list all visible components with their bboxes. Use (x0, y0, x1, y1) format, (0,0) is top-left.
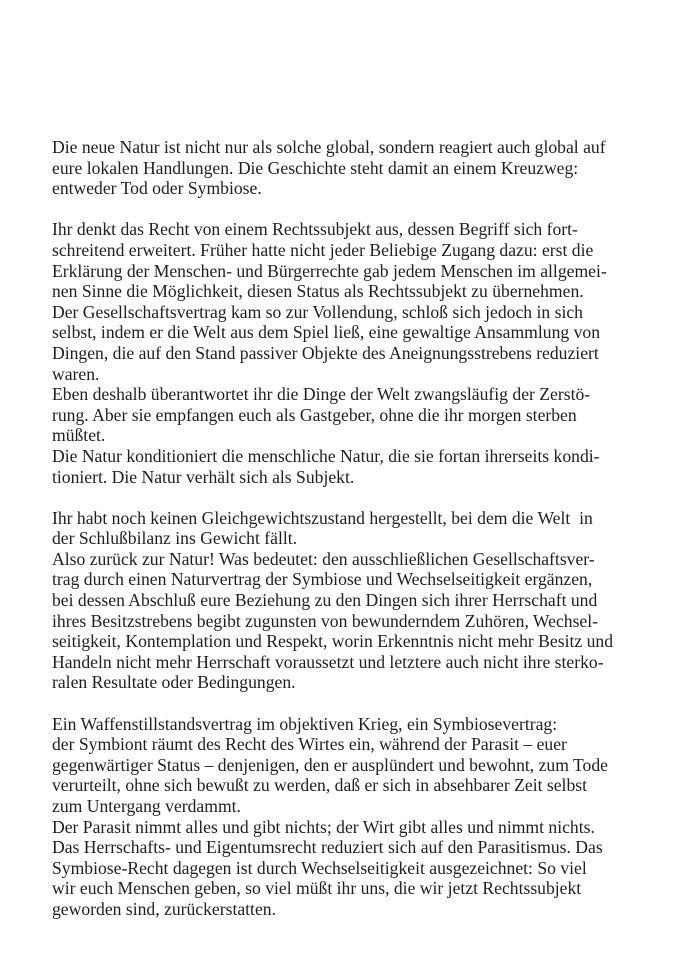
text-line: gegenwärtiger Status – denjenigen, den er ausplündert und bewohnt, zum Tode (52, 754, 608, 775)
text-line: eure lokalen Handlungen. Die Geschichte steht damit an einem Kreuzweg: (52, 157, 579, 178)
text-line: müßtet. (52, 425, 106, 446)
paragraph-gap (52, 693, 652, 714)
text-line: Ihr denkt das Recht von einem Rechtssubjekt aus, dessen Begriff sich fort- (52, 219, 578, 240)
text-line: zum Untergang verdammt. (52, 796, 241, 816)
text-line: der Schlußbilanz ins Gewicht fällt. (52, 528, 298, 549)
text-line: seitigkeit, Kontemplation und Respekt, worin Erkenntnis nicht mehr Besitz und (52, 631, 614, 652)
text-line: selbst, indem er die Welt aus dem Spiel ließ, eine gewaltige Ansammlung von (52, 322, 601, 343)
text-line: schreitend erweitert. Früher hatte nicht jeder Beliebige Zugang dazu: erst die (52, 239, 594, 260)
paragraph-2 (52, 219, 652, 487)
text-line: Der Parasit nimmt alles und gibt nichts; der Wirt gibt alles und nimmt nichts. (52, 816, 595, 837)
text-line: nen Sinne die Möglichkeit, diesen Status als Rechtssubjekt zu übernehmen. (52, 281, 584, 302)
text-line: geworden sind, zurückerstatten. (52, 898, 276, 919)
text-line: Eben deshalb überantwortet ihr die Dinge der Welt zwangsläufig der Zerstö- (52, 384, 591, 405)
paragraph-gap (52, 199, 652, 220)
text-line: Handeln nicht mehr Herrschaft voraussetzt und letztere auch nicht ihre sterko- (52, 651, 604, 672)
text-line: bei dessen Abschluß eure Beziehung zu den Dingen sich ihrer Herrschaft und (52, 590, 598, 611)
text-line: Erklärung der Menschen- und Bürgerrechte gab jedem Menschen im allgemei- (52, 260, 607, 281)
text-line: rung. Aber sie empfangen euch als Gastgeber, ohne die ihr morgen sterben (52, 404, 577, 425)
text-line: verurteilt, ohne sich bewußt zu werden, daß er sich in absehbarer Zeit selbst (52, 775, 587, 796)
text-line: wir euch Menschen geben, so viel müßt ihr uns, die wir jetzt Rechtssubjekt (52, 878, 582, 899)
paragraph-1 (52, 137, 652, 199)
text-line: Ihr habt noch keinen Gleichgewichtszustand hergestellt, bei dem die Welt in (52, 507, 593, 528)
document-page (52, 137, 652, 920)
text-line: Die neue Natur ist nicht nur als solche global, sondern reagiert auch global auf (52, 137, 606, 157)
text-line: der Symbiont räumt des Recht des Wirtes ein, während der Parasit – euer (52, 734, 567, 755)
text-line: Der Gesellschaftsvertrag kam so zur Vollendung, schloß sich jedoch in sich (52, 301, 583, 322)
text-line: ralen Resultate oder Bedingungen. (52, 672, 296, 693)
text-line: entweder Tod oder Symbiose. (52, 178, 262, 199)
text-line: Dingen, die auf den Stand passiver Objekte des Aneignungsstrebens reduziert (52, 342, 599, 363)
text-line: Die Natur konditioniert die menschliche Natur, die sie fortan ihrerseits kondi- (52, 445, 600, 466)
text-line: Symbiose-Recht dagegen ist durch Wechselseitigkeit ausgezeichnet: So viel (52, 857, 587, 878)
text-line: trag durch einen Naturvertrag der Symbiose und Wechselseitigkeit ergänzen, (52, 569, 593, 590)
paragraph-gap (52, 487, 652, 508)
paragraph-3 (52, 508, 652, 693)
text-line: waren. (52, 363, 100, 384)
text-line: Also zurück zur Natur! Was bedeutet: den ausschließlichen Gesellschaftsver- (52, 548, 595, 569)
paragraph-4 (52, 714, 652, 920)
text-line: ihres Besitzstrebens begibt zugunsten von bewunderndem Zuhören, Wechsel- (52, 610, 599, 631)
text-line: Ein Waffenstillstandsvertrag im objektiven Krieg, ein Symbiosevertrag: (52, 713, 558, 734)
text-line: tioniert. Die Natur verhält sich als Subjekt. (52, 466, 355, 487)
text-line: Das Herrschafts- und Eigentumsrecht reduziert sich auf den Parasitismus. Das (52, 837, 603, 858)
